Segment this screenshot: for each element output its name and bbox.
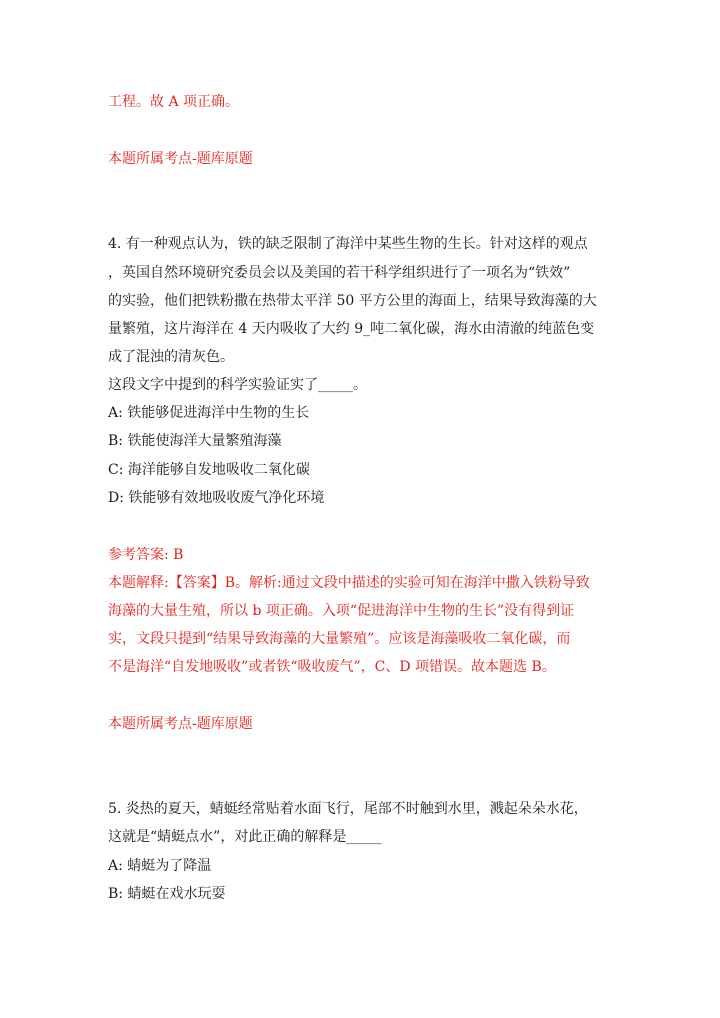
q4-option-a: A: 铁能够促进海洋中生物的生长 — [108, 405, 310, 421]
q4-option-d: D: 铁能够有效地吸收废气净化环境 — [108, 490, 325, 506]
q4-explanation-line: 实，文段只提到“结果导致海藻的大量繁殖”。应该是海藻吸收二氧化碳，而 — [108, 631, 571, 647]
q5-option-b: B: 蜻蜓在戏水玩耍 — [108, 886, 226, 902]
q4-explanation-line: 本题解释:【答案】B。解析:通过文段中描述的实验可知在海洋中撒入铁粉导致 — [108, 575, 590, 591]
q4-question-prompt: 这段文字中提到的科学实验证实了_____。 — [108, 377, 367, 393]
q4-stem-line: 的实验，他们把铁粉撒在热带太平洋 50 平方公里的海面上，结果导致海藻的大 — [108, 293, 597, 309]
q4-option-c: C: 海洋能够自发地吸收二氧化碳 — [108, 462, 310, 478]
q4-answer: 参考答案: B — [108, 547, 184, 563]
q5-option-a: A: 蜻蜓为了降温 — [108, 858, 212, 874]
q4-stem-line: 4. 有一种观点认为，铁的缺乏限制了海洋中某些生物的生长。针对这样的观点 — [108, 236, 588, 252]
q4-source-note: 本题所属考点-题库原题 — [108, 716, 253, 732]
q4-explanation-line: 海藻的大量生殖，所以 b 项正确。入项“促进海洋中生物的生长”没有得到证 — [108, 603, 575, 619]
q4-stem-line: 成了混浊的清灰色。 — [108, 349, 234, 365]
q5-stem-line: 5. 炎热的夏天，蜻蜓经常贴着水面飞行，尾部不时触到水里，溅起朵朵水花， — [108, 801, 588, 817]
q4-stem-line: 量繁殖，这片海洋在 4 天内吸收了大约 9_吨二氧化碳，海水由清澈的纯蓝色变 — [108, 321, 595, 337]
q5-stem-line: 这就是“蜻蜓点水”，对此正确的解释是_____ — [108, 829, 382, 845]
q4-explanation-line: 不是海洋“自发地吸收”或者铁“吸收废气”，C、D 项错误。故本题选 B。 — [108, 659, 556, 675]
q4-option-b: B: 铁能使海洋大量繁殖海藻 — [108, 433, 282, 449]
prev-source-note: 本题所属考点-题库原题 — [108, 151, 253, 167]
q4-stem-line: ，英国自然环境研究委员会以及美国的若干科学组织进行了一项名为“铁效” — [108, 265, 571, 281]
prev-answer-tail: 工程。故 A 项正确。 — [108, 94, 240, 110]
